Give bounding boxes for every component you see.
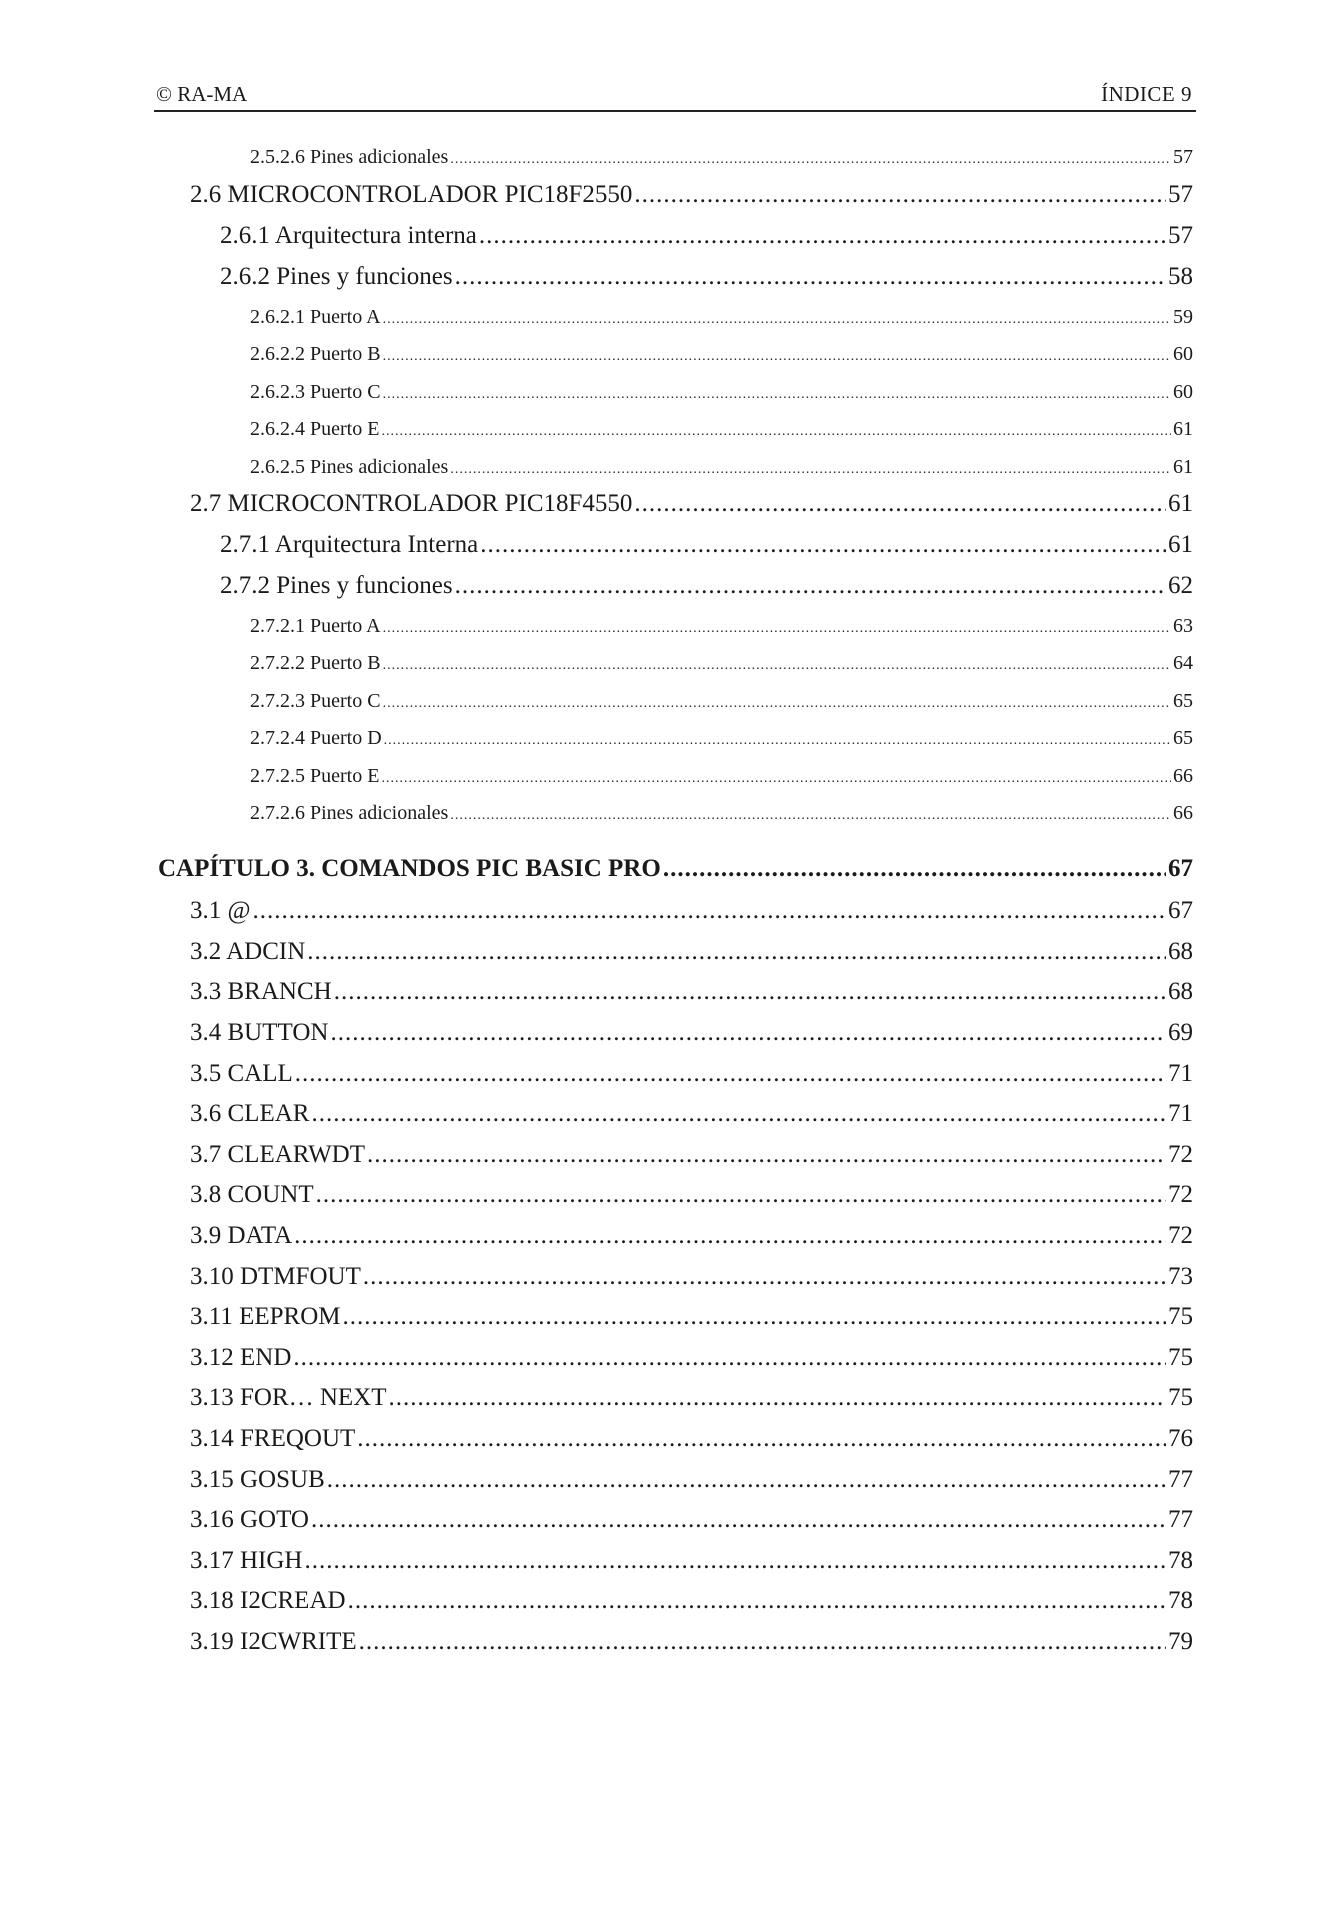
toc-entry-page: 67 [1168, 855, 1193, 882]
toc-entry[interactable] [190, 897, 1193, 931]
toc-dot-leader [383, 621, 1171, 637]
toc-entry-title: 3.10 DTMFOUT [190, 1263, 361, 1290]
toc-entry-title: 2.7.2.5 Puerto E [250, 765, 380, 787]
toc-entry[interactable] [220, 263, 1193, 297]
toc-dot-leader [311, 1506, 1166, 1534]
toc-dot-leader [330, 1019, 1166, 1047]
toc-entry-title: 2.5.2.6 Pines adicionales [250, 146, 449, 168]
toc-entry[interactable] [250, 690, 1193, 718]
toc-entry-page: 65 [1173, 727, 1193, 749]
toc-entry-title: 2.7.2.1 Puerto A [250, 615, 381, 637]
toc-entry-title: 2.7.2.4 Puerto D [250, 727, 382, 749]
toc-entry-page: 57 [1168, 181, 1193, 208]
toc-entry-title: 3.17 HIGH [190, 1547, 303, 1574]
toc-entry-page: 62 [1168, 572, 1193, 599]
toc-entry[interactable] [250, 652, 1193, 680]
toc-dot-leader [389, 1384, 1166, 1412]
toc-dot-leader [316, 1181, 1166, 1209]
toc-entry[interactable] [250, 381, 1193, 409]
toc-entry-title: 2.6.2 Pines y funciones [220, 263, 453, 290]
toc-dot-leader [455, 263, 1166, 291]
toc-entry-page: 69 [1168, 1019, 1193, 1046]
toc-entry-title: 3.13 FOR… NEXT [190, 1384, 387, 1411]
toc-dot-leader [348, 1587, 1166, 1615]
toc-entry[interactable] [190, 1628, 1193, 1662]
toc-dot-leader [253, 897, 1166, 925]
toc-entry-page: 61 [1173, 456, 1193, 478]
toc-entry-page: 57 [1168, 222, 1193, 249]
toc-entry-page: 59 [1173, 306, 1193, 328]
toc-entry[interactable] [190, 1019, 1193, 1053]
toc-entry-page: 73 [1168, 1263, 1193, 1290]
toc-dot-leader [342, 1303, 1166, 1331]
toc-entry-title: 3.5 CALL [190, 1060, 293, 1087]
toc-entry-title: CAPÍTULO 3. COMANDOS PIC BASIC PRO [158, 855, 661, 882]
toc-entry-page: 63 [1173, 615, 1193, 637]
toc-dot-leader [295, 1060, 1166, 1088]
toc-chapter-entry[interactable] [158, 855, 1193, 889]
toc-entry[interactable] [250, 802, 1193, 830]
toc-entry-page: 72 [1168, 1222, 1193, 1249]
toc-entry-page: 77 [1168, 1466, 1193, 1493]
toc-entry[interactable] [220, 531, 1193, 565]
toc-entry[interactable] [190, 978, 1193, 1012]
toc-entry-page: 68 [1168, 938, 1193, 965]
toc-entry-page: 61 [1168, 531, 1193, 558]
toc-entry-page: 65 [1173, 690, 1193, 712]
toc-entry-title: 3.7 CLEARWDT [190, 1141, 365, 1168]
toc-entry-title: 3.14 FREQOUT [190, 1425, 356, 1452]
toc-dot-leader [334, 978, 1166, 1006]
toc-entry[interactable] [190, 1263, 1193, 1297]
toc-entry-page: 68 [1168, 978, 1193, 1005]
toc-entry[interactable] [190, 1181, 1193, 1215]
toc-entry-page: 71 [1168, 1100, 1193, 1127]
page-header [154, 80, 1196, 112]
toc-entry[interactable] [190, 1100, 1193, 1134]
toc-entry-title: 3.3 BRANCH [190, 978, 332, 1005]
toc-entry-page: 75 [1168, 1384, 1193, 1411]
toc-entry-page: 75 [1168, 1344, 1193, 1371]
toc-dot-leader [384, 733, 1171, 749]
toc-entry-title: 2.6.2.4 Puerto E [250, 418, 380, 440]
toc-dot-leader [634, 181, 1166, 209]
toc-entry-title: 3.4 BUTTON [190, 1019, 329, 1046]
toc-entry-page: 61 [1168, 490, 1193, 517]
toc-entry-page: 71 [1168, 1060, 1193, 1087]
toc-entry[interactable] [190, 938, 1193, 972]
toc-dot-leader [307, 938, 1166, 966]
toc-dot-leader [359, 1628, 1166, 1656]
toc-dot-leader [293, 1344, 1166, 1372]
toc-dot-leader [363, 1263, 1166, 1291]
toc-entry[interactable] [190, 1303, 1193, 1337]
toc-entry-title: 2.6.2.5 Pines adicionales [250, 456, 449, 478]
publisher-label: © RA-MA [156, 82, 248, 106]
toc-entry-page: 64 [1173, 652, 1193, 674]
toc-entry-page: 66 [1173, 765, 1193, 787]
toc-entry-page: 67 [1168, 897, 1193, 924]
toc-entry[interactable] [250, 306, 1193, 334]
toc-entry-page: 79 [1168, 1628, 1193, 1655]
toc-entry-title: 3.9 DATA [190, 1222, 293, 1249]
toc-entry-title: 2.6.2.3 Puerto C [250, 381, 381, 403]
toc-entry[interactable] [190, 490, 1193, 524]
toc-entry[interactable] [190, 1060, 1193, 1094]
toc-entry-page: 58 [1168, 263, 1193, 290]
toc-entry[interactable] [190, 1222, 1193, 1256]
toc-entry-title: 2.7.1 Arquitectura Interna [220, 531, 479, 558]
toc-entry-title: 3.16 GOTO [190, 1506, 309, 1533]
toc-dot-leader [450, 152, 1171, 168]
toc-entry-title: 2.6.2.2 Puerto B [250, 343, 381, 365]
toc-entry-title: 3.1 @ [190, 897, 251, 924]
toc-entry-page: 66 [1173, 802, 1193, 824]
toc-entry-title: 3.12 END [190, 1344, 292, 1371]
toc-entry-title: 2.7.2 Pines y funciones [220, 572, 453, 599]
toc-entry[interactable] [190, 181, 1193, 215]
toc-dot-leader [383, 349, 1171, 365]
toc-entry-title: 2.6.1 Arquitectura interna [220, 222, 477, 249]
toc-entry-page: 78 [1168, 1547, 1193, 1574]
toc-dot-leader [383, 387, 1171, 403]
toc-entry[interactable] [220, 572, 1193, 606]
toc-dot-leader [479, 222, 1166, 250]
toc-dot-leader [383, 658, 1171, 674]
toc-entry[interactable] [250, 615, 1193, 643]
toc-dot-leader [450, 462, 1171, 478]
toc-entry-title: 2.6.2.1 Puerto A [250, 306, 381, 328]
toc-entry-title: 3.19 I2CWRITE [190, 1628, 357, 1655]
toc-entry-title: 3.8 COUNT [190, 1181, 314, 1208]
toc-dot-leader [327, 1466, 1166, 1494]
toc-dot-leader [294, 1222, 1166, 1250]
toc-entry[interactable] [220, 222, 1193, 256]
toc-entry[interactable] [190, 1466, 1193, 1500]
toc-entry-page: 72 [1168, 1141, 1193, 1168]
toc-entry-title: 3.2 ADCIN [190, 938, 306, 965]
toc-entry-title: 2.7 MICROCONTROLADOR PIC18F4550 [190, 490, 633, 517]
toc-entry[interactable] [250, 146, 1193, 174]
toc-dot-leader [634, 490, 1166, 518]
toc-entry-page: 57 [1173, 146, 1193, 168]
toc-entry-title: 3.6 CLEAR [190, 1100, 310, 1127]
toc-dot-leader [450, 808, 1171, 824]
toc-dot-leader [381, 424, 1171, 440]
toc-entry[interactable] [190, 1425, 1193, 1459]
toc-entry-title: 2.7.2.3 Puerto C [250, 690, 381, 712]
toc-entry-page: 76 [1168, 1425, 1193, 1452]
toc-entry[interactable] [250, 456, 1193, 484]
toc-entry-title: 3.15 GOSUB [190, 1466, 325, 1493]
toc-entry[interactable] [190, 1344, 1193, 1378]
toc-entry[interactable] [250, 727, 1193, 755]
toc-entry-page: 60 [1173, 381, 1193, 403]
toc-entry[interactable] [250, 343, 1193, 371]
toc-dot-leader [383, 312, 1171, 328]
toc-dot-leader [381, 771, 1171, 787]
toc-entry[interactable] [190, 1141, 1193, 1175]
toc-entry[interactable] [190, 1587, 1193, 1621]
toc-entry-page: 77 [1168, 1506, 1193, 1533]
toc-dot-leader [663, 855, 1166, 883]
toc-entry[interactable] [190, 1547, 1193, 1581]
toc-entry-title: 2.6 MICROCONTROLADOR PIC18F2550 [190, 181, 633, 208]
toc-entry[interactable] [190, 1384, 1193, 1418]
toc-entry[interactable] [250, 418, 1193, 446]
toc-entry[interactable] [250, 765, 1193, 793]
toc-dot-leader [455, 572, 1166, 600]
toc-entry-title: 3.11 EEPROM [190, 1303, 341, 1330]
toc-dot-leader [367, 1141, 1166, 1169]
toc-entry[interactable] [190, 1506, 1193, 1540]
toc-dot-leader [357, 1425, 1166, 1453]
toc-dot-leader [383, 696, 1171, 712]
toc-dot-leader [480, 531, 1166, 559]
toc-entry-page: 78 [1168, 1587, 1193, 1614]
section-page-label: ÍNDICE 9 [1101, 82, 1192, 106]
toc-dot-leader [311, 1100, 1166, 1128]
toc-entry-title: 2.7.2.2 Puerto B [250, 652, 381, 674]
toc-entry-page: 60 [1173, 343, 1193, 365]
toc-entry-title: 3.18 I2CREAD [190, 1587, 346, 1614]
toc-entry-page: 75 [1168, 1303, 1193, 1330]
toc-entry-page: 72 [1168, 1181, 1193, 1208]
toc-dot-leader [305, 1547, 1167, 1575]
toc-entry-title: 2.7.2.6 Pines adicionales [250, 802, 449, 824]
toc-entry-page: 61 [1173, 418, 1193, 440]
